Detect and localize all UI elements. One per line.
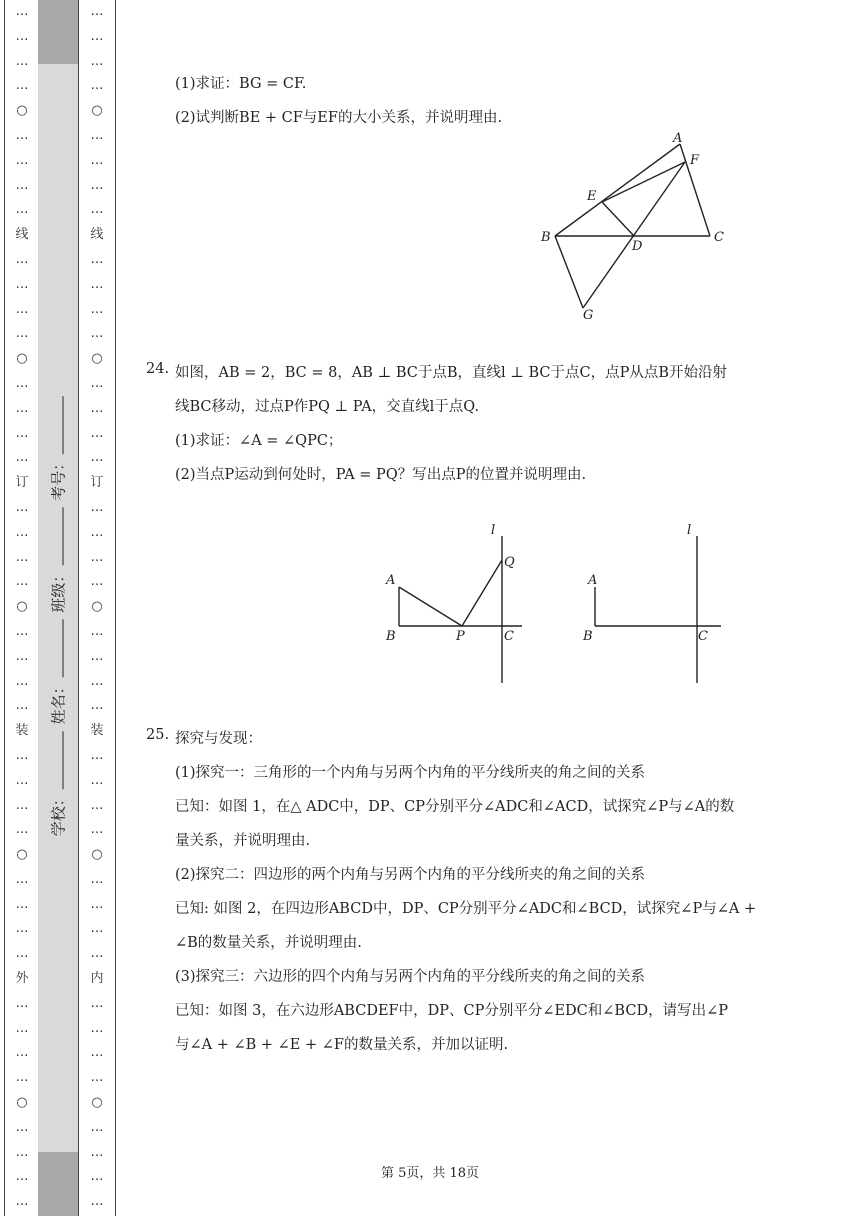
q24-line2: 线BC移动，过点P作PQ ⊥ PA，交直线l于点Q. xyxy=(175,399,480,415)
q24-figure-2 xyxy=(578,518,728,688)
outer-seal-mark: … xyxy=(15,921,29,937)
outer-seal-mark: … xyxy=(15,78,29,94)
outer-seal-strip xyxy=(4,0,40,1216)
outer-seal-mark: ○ xyxy=(16,103,28,119)
outer-seal-mark: … xyxy=(15,623,29,639)
outer-seal-mark: … xyxy=(15,698,29,714)
outer-seal-mark: … xyxy=(15,1070,29,1086)
inner-seal-mark: … xyxy=(90,1045,104,1061)
inner-seal-mark: … xyxy=(90,549,104,565)
inner-seal-marks xyxy=(79,0,115,1216)
inner-seal-mark: … xyxy=(90,921,104,937)
outer-seal-mark: ○ xyxy=(16,351,28,367)
label-A: A xyxy=(673,131,683,146)
school-label: 学校： xyxy=(49,791,68,837)
q23-figure xyxy=(530,128,730,323)
label-Q: Q xyxy=(504,555,515,570)
q25-number: 25. xyxy=(146,727,170,743)
segment-BA xyxy=(555,144,680,236)
outer-seal-mark: … xyxy=(15,28,29,44)
outer-seal-mark: 线 xyxy=(15,227,29,243)
q23-part2: (2)试判断BE + CF与EF的大小关系，并说明理由. xyxy=(175,110,503,126)
label-C: C xyxy=(714,230,724,245)
inner-seal-mark: … xyxy=(90,673,104,689)
label-D: D xyxy=(632,239,643,254)
outer-seal-mark: … xyxy=(15,202,29,218)
outer-seal-mark: … xyxy=(15,1045,29,1061)
inner-seal-mark: … xyxy=(90,648,104,664)
outer-seal-mark: … xyxy=(15,1144,29,1160)
label-G: G xyxy=(583,308,594,323)
label-B: B xyxy=(541,230,551,245)
inner-seal-mark: ○ xyxy=(91,103,103,119)
outer-seal-mark: … xyxy=(15,53,29,69)
q25-p3-title: (3)探究三：六边形的四个内角与另两个内角的平分线所夹的角之间的关系 xyxy=(175,969,646,985)
inner-seal-mark: … xyxy=(90,1070,104,1086)
outer-seal-mark: ○ xyxy=(16,599,28,615)
outer-seal-mark: ○ xyxy=(16,847,28,863)
inner-seal-mark: … xyxy=(90,995,104,1011)
label-E: E xyxy=(587,189,597,204)
inner-seal-mark: … xyxy=(90,524,104,540)
inner-seal-mark: … xyxy=(90,1020,104,1036)
inner-seal-mark: … xyxy=(90,375,104,391)
exam-no-blank[interactable] xyxy=(63,396,64,454)
inner-seal-mark: … xyxy=(90,152,104,168)
q24-line1: 如图，AB = 2，BC = 8，AB ⊥ BC于点B，直线l ⊥ BC于点C，点P从点B开始沿射 xyxy=(175,365,728,381)
q25-intro: 探究与发现： xyxy=(175,731,262,747)
label-P: P xyxy=(456,629,465,644)
inner-seal-mark: … xyxy=(90,499,104,515)
page-footer: 第 5页，共 18页 xyxy=(380,1166,480,1181)
inner-seal-mark: … xyxy=(90,251,104,267)
label-F: F xyxy=(690,153,700,168)
q25-p1-line1: 已知：如图 1，在△ ADC中，DP、CP分别平分∠ADC和∠ACD，试探究∠P与∠A的数 xyxy=(175,799,735,815)
outer-seal-mark: … xyxy=(15,574,29,590)
q24-figure-1 xyxy=(380,518,530,688)
inner-seal-mark: … xyxy=(90,400,104,416)
outer-seal-mark: … xyxy=(15,326,29,342)
outer-seal-mark: … xyxy=(15,871,29,887)
inner-seal-mark: ○ xyxy=(91,599,103,615)
outer-seal-mark: … xyxy=(15,995,29,1011)
inner-seal-mark: … xyxy=(90,1194,104,1210)
outer-seal-mark: … xyxy=(15,276,29,292)
inner-seal-mark: … xyxy=(90,574,104,590)
outer-seal-mark: … xyxy=(15,152,29,168)
name-blank[interactable] xyxy=(63,619,64,677)
inner-seal-mark: … xyxy=(90,797,104,813)
q25-p2-line1: 已知: 如图 2，在四边形ABCD中，DP、CP分别平分∠ADC和∠BCD，试探究∠P与∠A + xyxy=(175,901,757,917)
inner-seal-mark: … xyxy=(90,425,104,441)
outer-seal-mark: … xyxy=(15,450,29,466)
q25-p2-line2: ∠B的数量关系，并说明理由. xyxy=(175,935,362,951)
inner-seal-mark: … xyxy=(90,78,104,94)
segment-FG xyxy=(583,162,685,308)
inner-seal-mark: … xyxy=(90,1119,104,1135)
q24-part2: (2)当点P运动到何处时，PA = PQ？写出点P的位置并说明理由. xyxy=(175,467,587,483)
q24-part1: (1)求证：∠A = ∠QPC； xyxy=(175,433,343,449)
outer-seal-mark: … xyxy=(15,549,29,565)
outer-seal-mark: … xyxy=(15,648,29,664)
segment-PQ xyxy=(462,560,502,626)
inner-seal-mark: … xyxy=(90,698,104,714)
inner-seal-mark: … xyxy=(90,4,104,19)
label-A: A xyxy=(588,573,598,588)
inner-seal-mark: … xyxy=(90,53,104,69)
outer-seal-mark: … xyxy=(15,400,29,416)
inner-seal-mark: … xyxy=(90,202,104,218)
inner-seal-mark: … xyxy=(90,946,104,962)
inner-seal-mark: ○ xyxy=(91,847,103,863)
school-blank[interactable] xyxy=(63,731,64,789)
outer-seal-mark: 订 xyxy=(15,475,29,491)
q25-p2-title: (2)探究二：四边形的两个内角与另两个内角的平分线所夹的角之间的关系 xyxy=(175,867,646,883)
binding-margin xyxy=(0,0,118,1216)
outer-seal-mark: 外 xyxy=(15,971,29,987)
q25-p3-line2: 与∠A + ∠B + ∠E + ∠F的数量关系，并加以证明. xyxy=(175,1037,509,1053)
outer-seal-mark: … xyxy=(15,946,29,962)
outer-seal-mark: … xyxy=(15,251,29,267)
outer-seal-mark: ○ xyxy=(16,1095,28,1111)
q24-number: 24. xyxy=(146,361,170,377)
student-info-fields xyxy=(38,395,78,835)
inner-seal-mark: … xyxy=(90,28,104,44)
inner-seal-mark: … xyxy=(90,822,104,838)
outer-seal-mark: … xyxy=(15,375,29,391)
outer-seal-mark: 装 xyxy=(15,723,29,739)
label-C: C xyxy=(504,629,514,644)
outer-seal-mark: … xyxy=(15,747,29,763)
inner-seal-mark: … xyxy=(90,127,104,143)
q23-part1: (1)求证：BG = CF. xyxy=(175,76,307,92)
outer-seal-mark: … xyxy=(15,127,29,143)
outer-seal-mark: … xyxy=(15,301,29,317)
inner-seal-mark: … xyxy=(90,450,104,466)
outer-seal-mark: … xyxy=(15,425,29,441)
label-l: l xyxy=(491,523,496,538)
q25-p3-line1: 已知：如图 3，在六边形ABCDEF中，DP、CP分别平分∠EDC和∠BCD，请写出∠P xyxy=(175,1003,728,1019)
label-l: l xyxy=(687,523,692,538)
name-label: 姓名： xyxy=(49,679,68,725)
inner-seal-mark: 线 xyxy=(90,227,104,243)
outer-seal-mark: … xyxy=(15,524,29,540)
outer-seal-mark: … xyxy=(15,1020,29,1036)
q25-p1-line2: 量关系，并说明理由. xyxy=(175,833,311,849)
inner-seal-mark: 内 xyxy=(90,971,104,987)
inner-seal-mark: … xyxy=(90,276,104,292)
outer-seal-mark: … xyxy=(15,4,29,19)
q25-p1-title: (1)探究一：三角形的一个内角与另两个内角的平分线所夹的角之间的关系 xyxy=(175,765,646,781)
label-C: C xyxy=(698,629,708,644)
inner-seal-mark: … xyxy=(90,772,104,788)
exam-no-label: 考号： xyxy=(49,455,68,501)
outer-seal-mark: … xyxy=(15,896,29,912)
inner-seal-mark: … xyxy=(90,623,104,639)
outer-seal-marks xyxy=(5,0,39,1216)
label-B: B xyxy=(386,629,396,644)
outer-seal-mark: … xyxy=(15,1169,29,1185)
outer-seal-mark: … xyxy=(15,822,29,838)
segment-ED xyxy=(602,202,634,236)
inner-seal-mark: … xyxy=(90,896,104,912)
segment-AP xyxy=(399,587,462,626)
inner-seal-mark: … xyxy=(90,301,104,317)
inner-seal-mark: … xyxy=(90,177,104,193)
outer-seal-mark: … xyxy=(15,177,29,193)
outer-seal-mark: … xyxy=(15,1119,29,1135)
outer-seal-mark: … xyxy=(15,499,29,515)
outer-seal-mark: … xyxy=(15,797,29,813)
segment-EF xyxy=(602,162,685,202)
outer-seal-mark: … xyxy=(15,1194,29,1210)
outer-seal-mark: … xyxy=(15,772,29,788)
inner-seal-mark: … xyxy=(90,1144,104,1160)
band-cap-top xyxy=(38,0,78,64)
inner-seal-strip xyxy=(79,0,116,1216)
inner-seal-mark: 订 xyxy=(90,475,104,491)
segment-BG xyxy=(555,236,583,308)
label-B: B xyxy=(583,629,593,644)
inner-seal-mark: … xyxy=(90,871,104,887)
outer-seal-mark: … xyxy=(15,673,29,689)
class-label: 班级： xyxy=(49,567,68,613)
class-blank[interactable] xyxy=(63,508,64,566)
inner-seal-mark: … xyxy=(90,747,104,763)
inner-seal-mark: … xyxy=(90,1169,104,1185)
inner-seal-mark: 装 xyxy=(90,723,104,739)
inner-seal-mark: … xyxy=(90,326,104,342)
inner-seal-mark: ○ xyxy=(91,351,103,367)
label-A: A xyxy=(386,573,396,588)
inner-seal-mark: ○ xyxy=(91,1095,103,1111)
